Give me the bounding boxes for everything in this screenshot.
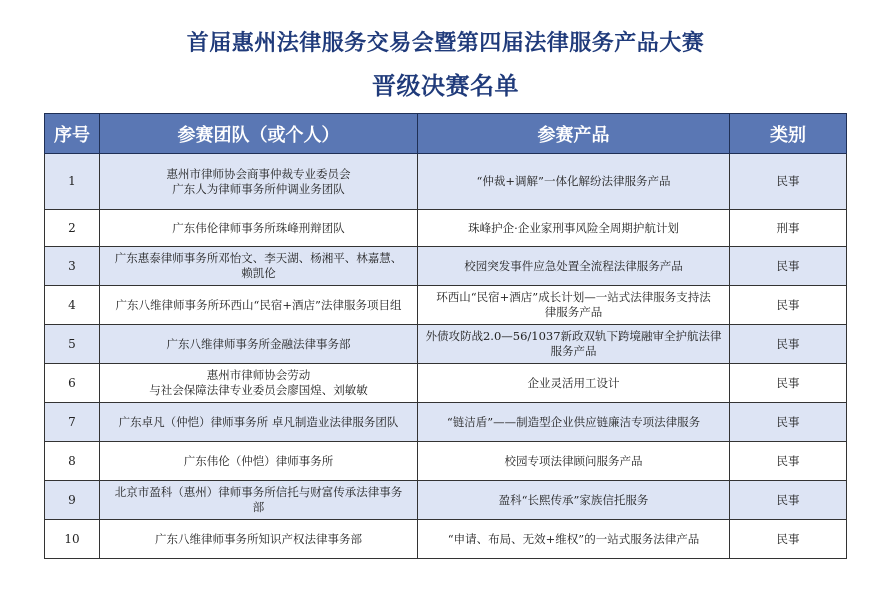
header-number: 序号: [45, 114, 100, 154]
table-body: [45, 154, 847, 559]
row-team: [100, 403, 418, 442]
row-team: [100, 364, 418, 403]
team-line: 广东伟伦（仲恺）律师事务所: [183, 453, 334, 468]
row-product: [418, 210, 730, 247]
finalists-table: [44, 113, 847, 559]
table-row: [45, 364, 847, 403]
row-team: [100, 520, 418, 559]
team-line: 北京市盈科（惠州）律师事务所信托与财富传承法律事务: [114, 485, 403, 499]
row-number: 5: [45, 325, 100, 364]
table-row: [45, 481, 847, 520]
row-number: 10: [45, 520, 100, 559]
row-product: [418, 481, 730, 520]
document-title: 首届惠州法律服务交易会暨第四届法律服务产品大赛: [186, 31, 705, 56]
row-team: [100, 325, 418, 364]
row-team: [100, 154, 418, 210]
row-team: [100, 286, 418, 325]
row-team: [100, 247, 418, 286]
table-row: [45, 210, 847, 247]
team-line: 广东惠泰律师事务所邓怡文、李天湖、杨湘平、林嘉慧、: [114, 251, 403, 265]
header-team: 参赛团队（或个人）: [100, 114, 418, 154]
row-number: 4: [45, 286, 100, 325]
team-line: 与社会保障法律专业委员会廖国煌、刘敏敏: [149, 383, 368, 397]
row-category: 民事: [730, 481, 847, 520]
product-line: 校园突发事件应急处置全流程法律服务产品: [464, 258, 683, 273]
team-line: 广东八维律师事务所环西山“民宿+酒店”法律服务项目组: [115, 297, 402, 312]
header-product: 参赛产品: [418, 114, 730, 154]
table-row: [45, 325, 847, 364]
table-header-row: [45, 114, 847, 154]
row-product: [418, 154, 730, 210]
product-line: 环西山“民宿+酒店”成长计划—一站式法律服务支持法: [436, 290, 711, 304]
product-line: 盈科“长熙传承”家族信托服务: [498, 492, 649, 507]
product-line: “仲裁+调解”一体化解纷法律服务产品: [476, 174, 671, 188]
product-line: 企业灵活用工设计: [527, 375, 620, 390]
row-number: 6: [45, 364, 100, 403]
row-category: 民事: [730, 286, 847, 325]
product-line: 外债攻防战2.0—56/1037新政双轨下跨境融审全护航法律: [425, 329, 722, 343]
table-row: [45, 286, 847, 325]
row-product: [418, 247, 730, 286]
table-row: [45, 247, 847, 286]
row-team: [100, 210, 418, 247]
product-line: 律服务产品: [544, 305, 603, 319]
row-number: 2: [45, 210, 100, 247]
table-row: [45, 154, 847, 210]
row-category: 民事: [730, 520, 847, 559]
row-product: [418, 520, 730, 559]
product-line: “申请、布局、无效+维权”的一站式服务法律产品: [447, 531, 700, 546]
table-row: [45, 403, 847, 442]
row-number: 7: [45, 403, 100, 442]
team-line: 部: [252, 500, 265, 514]
row-number: 8: [45, 442, 100, 481]
row-category: 民事: [730, 325, 847, 364]
row-product: [418, 364, 730, 403]
team-line: 惠州市律师协会商事仲裁专业委员会: [166, 166, 351, 181]
team-line: 广东伟伦律师事务所珠峰刑辩团队: [172, 220, 345, 235]
team-line: 惠州市律师协会劳动: [206, 368, 311, 382]
row-product: [418, 442, 730, 481]
product-line: 校园专项法律顾问服务产品: [504, 453, 643, 468]
product-line: 珠峰护企·企业家刑事风险全周期护航计划: [468, 220, 679, 235]
row-category: 刑事: [730, 210, 847, 247]
row-number: 1: [45, 154, 100, 210]
header-category: 类别: [730, 114, 847, 154]
row-number: 3: [45, 247, 100, 286]
row-category: 民事: [730, 364, 847, 403]
row-category: 民事: [730, 154, 847, 210]
team-line: 广东卓凡（仲恺）律师事务所 卓凡制造业法律服务团队: [118, 414, 399, 429]
document-subtitle: 晋级决赛名单: [372, 72, 519, 100]
row-product: [418, 325, 730, 364]
team-line: 广东八维律师事务所知识产权法律事务部: [155, 531, 362, 546]
product-line: “链洁盾”——制造型企业供应链廉洁专项法律服务: [446, 414, 701, 429]
row-product: [418, 403, 730, 442]
row-product: [418, 286, 730, 325]
table-row: [45, 442, 847, 481]
table-row: [45, 520, 847, 559]
team-line: 赖凯伦: [241, 266, 276, 280]
team-line: 广东八维律师事务所金融法律事务部: [166, 336, 351, 351]
team-line: 广东人为律师事务所仲调业务团队: [172, 181, 345, 196]
product-line: 服务产品: [550, 344, 597, 358]
row-team: [100, 481, 418, 520]
row-team: [100, 442, 418, 481]
row-category: 民事: [730, 247, 847, 286]
row-category: 民事: [730, 403, 847, 442]
row-category: 民事: [730, 442, 847, 481]
row-number: 9: [45, 481, 100, 520]
